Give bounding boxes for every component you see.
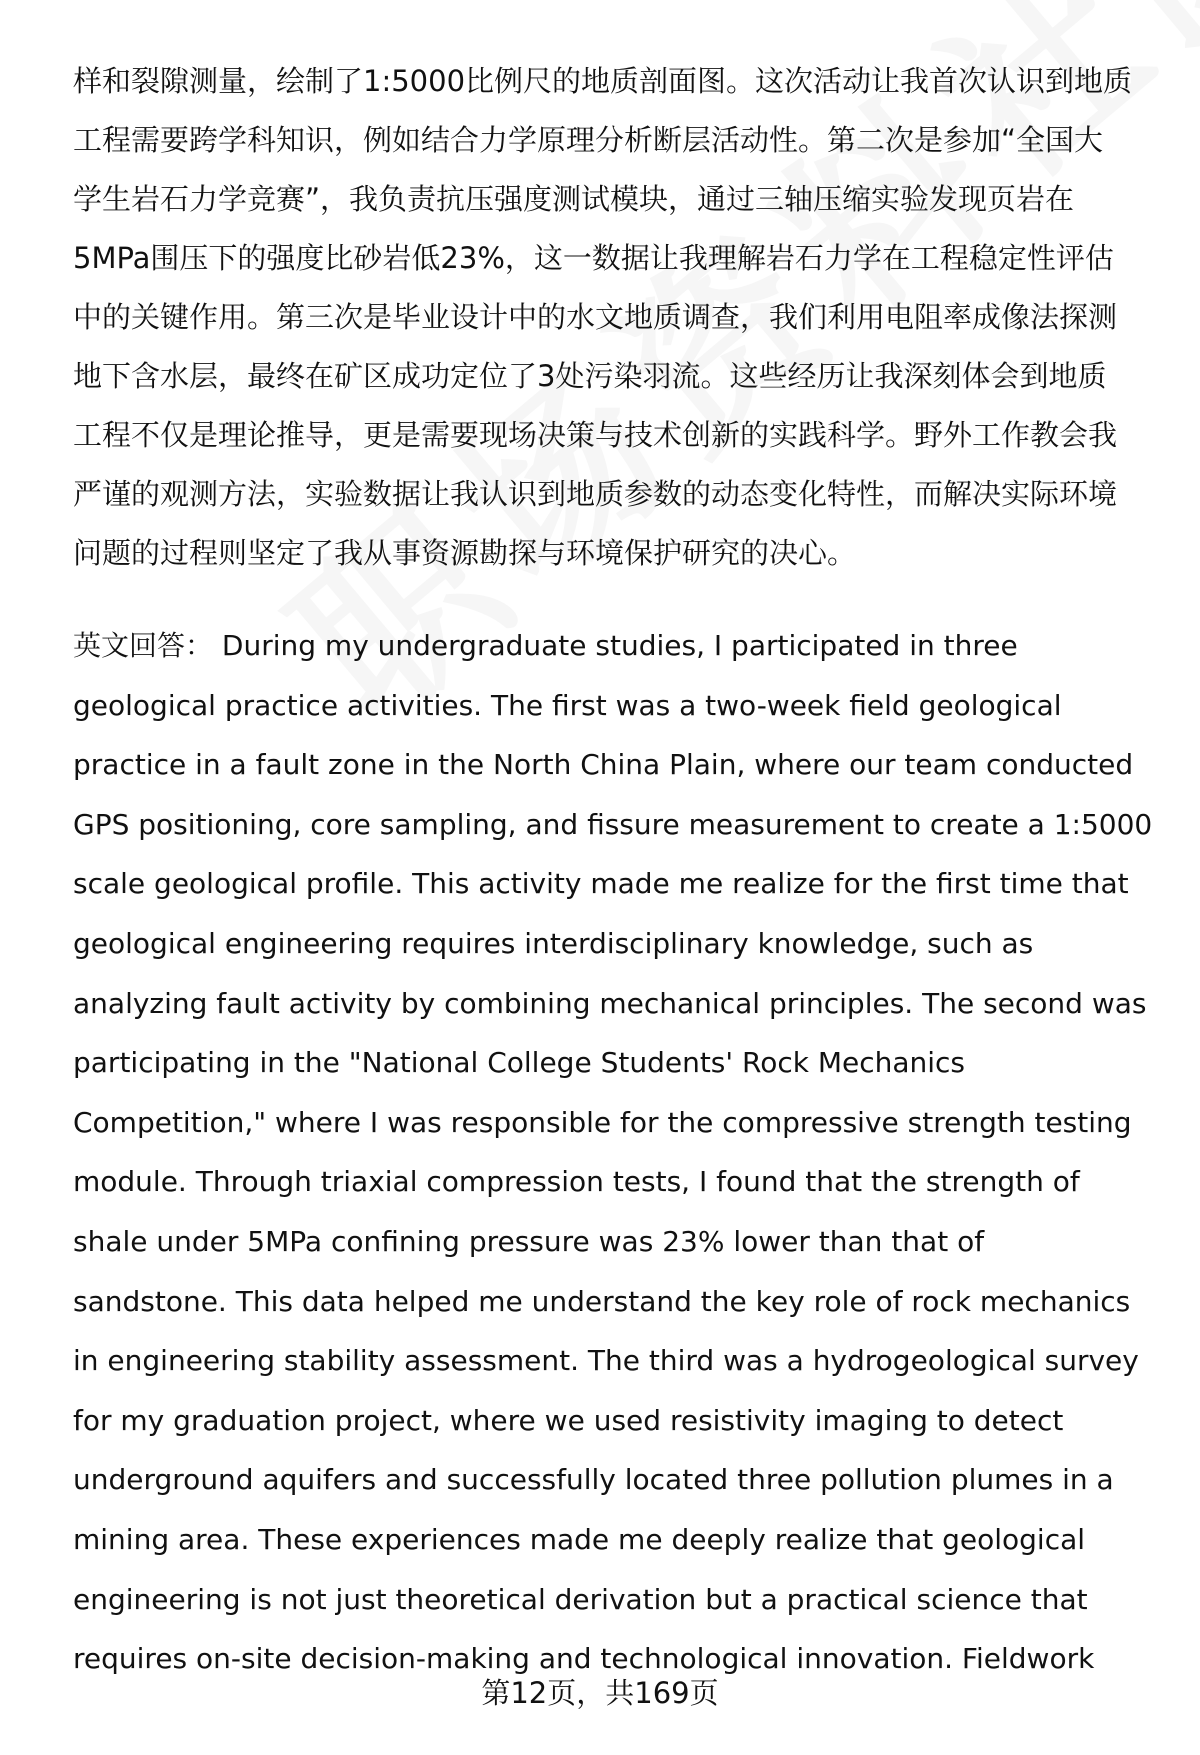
- text-line: engineering is not just theoretical derivation but a practical science that: [73, 1582, 1088, 1616]
- text-line: 英文回答： During my undergraduate studies, I participated in three: [73, 629, 1018, 662]
- text-line: participating in the "National College Students' Rock Mechanics: [73, 1046, 966, 1080]
- text-line: geological engineering requires interdisciplinary knowledge, such as: [73, 926, 1034, 960]
- text-line: sandstone. This data helped me understand the key role of rock mechanics: [73, 1284, 1131, 1318]
- text-line: for my graduation project, where we used resistivity imaging to detect: [73, 1403, 1064, 1437]
- text-line: scale geological profile. This activity made me realize for the first time that: [73, 867, 1129, 901]
- text-line: 工程不仅是理论推导，更是需要现场决策与技术创新的实践科学。野外工作教会我: [73, 418, 1118, 452]
- english-answer-paragraph: [73, 616, 1153, 1689]
- text-line: Competition," where I was responsible for the compressive strength testing: [73, 1105, 1132, 1139]
- text-line: in engineering stability assessment. The third was a hydrogeological survey: [73, 1344, 1139, 1378]
- text-line: GPS positioning, core sampling, and fissure measurement to create a 1:5000: [73, 807, 1153, 841]
- text-line: analyzing fault activity by combining mechanical principles. The second was: [73, 986, 1147, 1020]
- text-line: geological practice activities. The first was a two-week field geological: [73, 688, 1062, 722]
- text-line: 工程需要跨学科知识，例如结合力学原理分析断层活动性。第二次是参加“全国大: [73, 123, 1104, 157]
- chinese-answer-paragraph: [73, 52, 1153, 583]
- text-line: practice in a fault zone in the North China Plain, where our team conducted: [73, 748, 1134, 782]
- text-line: 学生岩石力学竞赛”，我负责抗压强度测试模块，通过三轴压缩实验发现页岩在: [73, 182, 1075, 216]
- text-line: 样和裂隙测量，绘制了1:5000比例尺的地质剖面图。这次活动让我首次认识到地质: [73, 64, 1133, 98]
- text-line: 5MPa围压下的强度比砂岩低23%，这一数据让我理解岩石力学在工程稳定性评估: [73, 241, 1114, 275]
- text-line: mining area. These experiences made me deeply realize that geological: [73, 1522, 1086, 1556]
- text-line: module. Through triaxial compression tests, I found that the strength of: [73, 1165, 1080, 1199]
- text-line: underground aquifers and successfully located three pollution plumes in a: [73, 1463, 1114, 1497]
- text-line: 地下含水层，最终在矿区成功定位了3处污染羽流。这些经历让我深刻体会到地质: [73, 359, 1107, 393]
- text-line: 问题的过程则坚定了我从事资源勘探与环境保护研究的决心。: [73, 536, 857, 570]
- text-line: shale under 5MPa confining pressure was 23% lower than that of: [73, 1224, 985, 1258]
- text-line: 中的关键作用。第三次是毕业设计中的水文地质调查，我们利用电阻率成像法探测: [73, 300, 1118, 334]
- text-line: 严谨的观测方法，实验数据让我认识到地质参数的动态变化特性，而解决实际环境: [73, 477, 1118, 511]
- text-line: requires on-site decision-making and technological innovation. Fieldwork: [73, 1642, 1095, 1676]
- page-number-footer: 第12页，共169页: [481, 1676, 719, 1710]
